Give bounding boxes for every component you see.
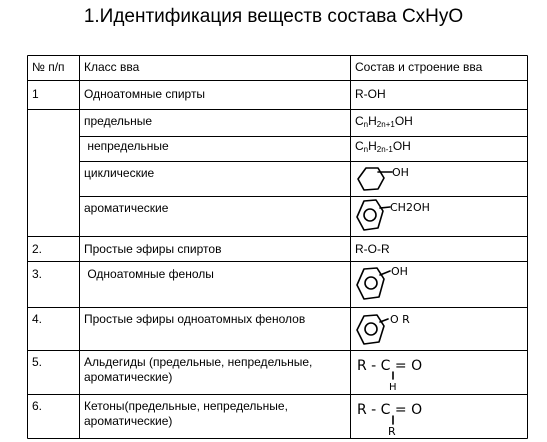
row-class: Простые эфиры одноатомных фенолов (84, 312, 306, 326)
row-num: 2. (32, 242, 43, 256)
structure-label: O R (390, 313, 410, 326)
structure-label: R - C = O (357, 358, 423, 374)
cyclohexanol-drawing-icon (352, 162, 432, 196)
phenol-drawing-icon (352, 263, 432, 305)
page-title: 1.Идентификация веществ состава CxHyO (83, 6, 464, 27)
row-formula: $C_nH_{2n+1}OH$ (355, 114, 413, 129)
phenyl-ether-drawing-icon (352, 308, 432, 350)
structure-label: OH (391, 265, 408, 278)
row-class: Простые эфиры спиртов (84, 242, 222, 256)
row-class-line: ароматические) (84, 414, 173, 428)
row-num: 4. (32, 312, 43, 326)
header-num: № п/п (32, 60, 65, 74)
row-class-line: Альдегиды (предельные, непредельные, (84, 355, 313, 369)
structure-sub: H (389, 382, 397, 393)
row-num: 1 (32, 87, 39, 101)
row-formula: $C_nH_{2n-1}OH$ (355, 139, 411, 154)
row-class: Одноатомные спирты (84, 87, 206, 101)
header-class: Класс вва (84, 60, 140, 74)
row-num: 6. (32, 399, 43, 413)
structure-sub: R (388, 425, 396, 438)
row-class-line: ароматические) (84, 370, 173, 384)
row-formula: R-O-R (355, 242, 390, 256)
structure-label: CH2OH (390, 201, 430, 214)
row-class: ароматические (84, 201, 169, 215)
row-class: предельные (84, 114, 153, 128)
row-num: 5. (32, 355, 43, 369)
row-class-line: Кетоны(предельные, непредельные, (84, 399, 288, 413)
row-num: 3. (32, 267, 43, 281)
row-formula: R-OH (355, 87, 386, 101)
row-class: циклические (84, 166, 155, 180)
row-class: непредельные (84, 139, 169, 153)
ketone-drawing-icon (355, 397, 445, 439)
header-structure: Состав и строение вва (355, 60, 483, 74)
structure-label: R - C = O (357, 402, 423, 418)
row-class: Одноатомные фенолы (84, 267, 214, 281)
aldehyde-drawing-icon (355, 353, 445, 393)
benzyl-alcohol-drawing-icon (352, 197, 452, 237)
structure-label: OH (392, 166, 409, 179)
